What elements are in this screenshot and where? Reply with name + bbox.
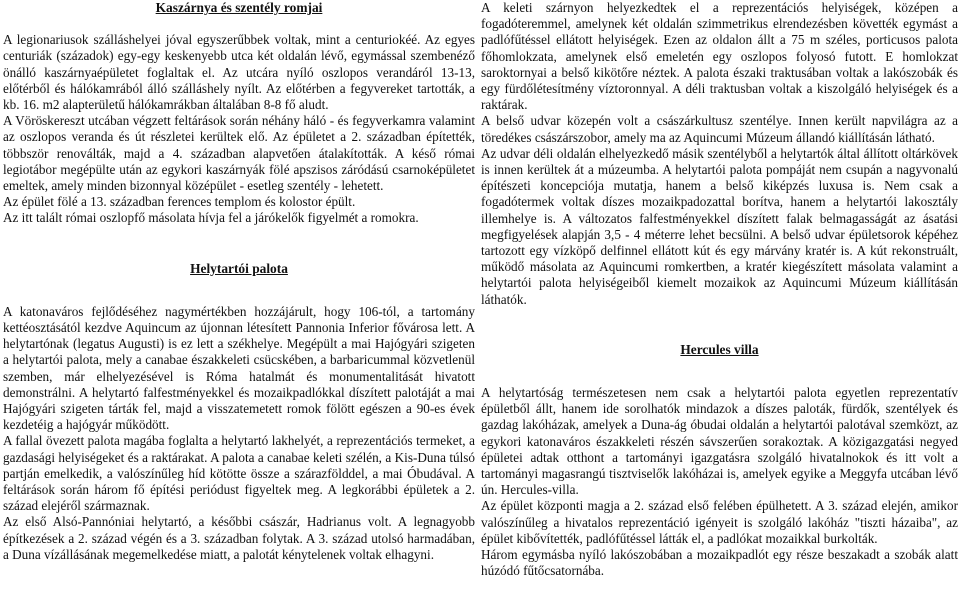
- paragraph: Az első Alsó-Pannóniai helytartó, a későbbi császár, Hadrianus volt. A legnagyobb építkezések a 2. század végén és a 3. században folytak. A 3. század utolsó harmadában, a Duna vízállásának megemelkedése miatt, a palotát kénytelenek voltak elhagyni.: [3, 514, 475, 562]
- spacer: [3, 227, 475, 261]
- paragraph: A helytartóság természetesen nem csak a helytartói palota egyetlen reprezentatív épületből állt, hanem ide sorolhatók mindazok a díszes paloták, fürdők, szentélyek és gazdag lakóházak, amelyek a Duna-ág óbudai oldalán a helytartói palotával szemközt, az egykori katonaváros északkeleti részén sávszerűen sorakoztak. A közigazgatási negyed épületei adtak otthont a tartományi igazgatásra szolgáló hivatalnokok és itt volt a tartományi magasrangú tisztviselők lakóházai is, amelyek egyike a Meggyfa utcában lévő ún. Hercules-villa.: [481, 385, 958, 498]
- right-column: [481, 0, 958, 580]
- left-column: [3, 0, 475, 563]
- section-title-governors-palace: Helytartói palota: [190, 260, 288, 276]
- paragraph: A fallal övezett palota magába foglalta a helytartó lakhelyét, a reprezentációs termeket, a gazdasági helyiségeket és a raktárakat. A palota a canabae keleti szélén, a Kis-Duna túlsó partján emelkedik, a valószínűleg híd kötötte össze a szárazfölddel, a mai Óbudával. A feltárások során három fő építési periódust figyeltek meg. A legkorábbi épületek a 2. század elejéről származnak.: [3, 433, 475, 514]
- paragraph: Az épület központi magja a 2. század első felében épülhetett. A 3. század elején, amikor valószínűleg a hivatalos reprezentáció igényeit is szolgáló lakóház "tiszti házaiba", az épület kibővítették, padlófűtéssel látták el, a padlókat mozaikkal burkolták.: [481, 498, 958, 546]
- section-title-barracks: Kaszárnya és szentély romjai: [155, 0, 323, 15]
- paragraph: Az épület fölé a 13. században ferences templom és kolostor épült.: [3, 194, 356, 210]
- section-title-hercules-villa: Hercules villa: [680, 341, 759, 357]
- paragraph: A Vöröskereszt utcában végzett feltárások során néhány háló - és fegyverkamra valamint az oszlopos veranda és út részletei kerültek elő. Az épületet a 2. században építették, többször renoválták, majd a 4. században alapvetően átalakították. A késő római legiotábor megépülte után az egykori kaszárnyák fölé apszisos záródású csarnoképületet emeltek, amely minden bizonnyal középület - esetleg szentély - lehetett.: [3, 113, 475, 194]
- paragraph: A katonaváros fejlődéséhez nagymértékben hozzájárult, hogy 106-tól, a tartomány kettéosztásától kezdve Aquincum az újonnan létesített Pannonia Inferior fővárosa lett. A helytartónak (legatus Augusti) is ez lett a székhelye. Megépült a mai Hajógyári szigeten a helytartói palota, mely a canabae északkeleti csücskében, a barbaricummal közvetlenül szemben, már elhelyezésével is Róma hatalmát és monumentalitását hivatott demonstrálni. A helytartó falfestményekkel és mozaikpadlókkal díszített palotáját a mai Hajógyári szigeten tárták fel, majd a visszatemetett romok fölött egészen a 90-es évek kezdetéig a hajógyár működött.: [3, 303, 475, 433]
- spacer: [481, 358, 958, 385]
- spacer: [3, 277, 475, 304]
- paragraph: A belső udvar közepén volt a császárkultusz szentélye. Innen került napvilágra az a töredékes császárszobor, amely ma az Aquincumi Múzeum állandó kiállításán látható.: [481, 113, 958, 145]
- paragraph: A keleti szárnyon helyezkedtek el a reprezentációs helyiségek, középen a fogadóteremmel, amelynek két oldalán szimmetrikus elrendezésben követték egymást a padlófűtéssel ellátott helyiségek. Ezen az oldalon állt a 75 m széles, porticusos palota főhomlokzata, amelynek első emeletén egy oszlopos folyosó futott. E homlokzat saroktornyai a belső kikötőre néztek. A palota északi traktusában voltak a lakószobák és egy fürdőlétesítmény víztoronnyal. A déli traktusban voltak a kiszolgáló helyiségek és a raktárak.: [481, 0, 958, 113]
- paragraph: Az udvar déli oldalán elhelyezkedő másik szentélyből a helytartók által állított oltárkövek is innen kerültek át a múzeumba. A helytartói palota pompáját nem csupán a nagyvonalú építészeti koncepciója mutatja, hanem a belső kiképzés luxusa is. Nem csak a fogadótermek voltak díszes mozaikpadozattal borítva, hanem a helytartói lakosztály illemhelye is. A változatos falfestményekkel díszített falak belmagasságát az ásatási megfigyelések alapján 3,5 - 4 méterre lehet becsülni. A belső udvar épületsorok képéhez tartozott egy vízköpő delfinnel ellátott kút és egy márvány kratér is. A kút rekonstruált, működő másolata az Aquincumi romkertben, a kratér kiegészített másolata valamint a helytartói palota helyiségeiből kiemelt mozaikok az Aquincumi Múzeum kiállításán láthatók.: [481, 145, 958, 307]
- paragraph: Az itt talált római oszlopfő másolata hívja fel a járókelők figyelmét a romokra.: [3, 210, 419, 226]
- paragraph: Három egymásba nyíló lakószobában a mozaikpadlót egy része beszakadt a szobák alatt húzódó fűtőcsatornába.: [481, 547, 958, 579]
- spacer: [481, 308, 958, 342]
- paragraph: A legionariusok szálláshelyei jóval egyszerűbbek voltak, mint a centuriokéé. Az egyes centuriák (századok) egy-egy keskenyebb utca két oldalán lévő, egymással szembenéző önálló kaszárnyaépületet foglaltak el. Az utcára nyíló oszlopos verandáról 13-13, előtérből és hálókamrából álló szálláshely nyílt. Az előtérben a fegyvereket tartották, a kb. 16. m2 alapterületű hálókamrákban általában 8-8 fő aludt.: [3, 32, 475, 113]
- spacer: [3, 16, 475, 32]
